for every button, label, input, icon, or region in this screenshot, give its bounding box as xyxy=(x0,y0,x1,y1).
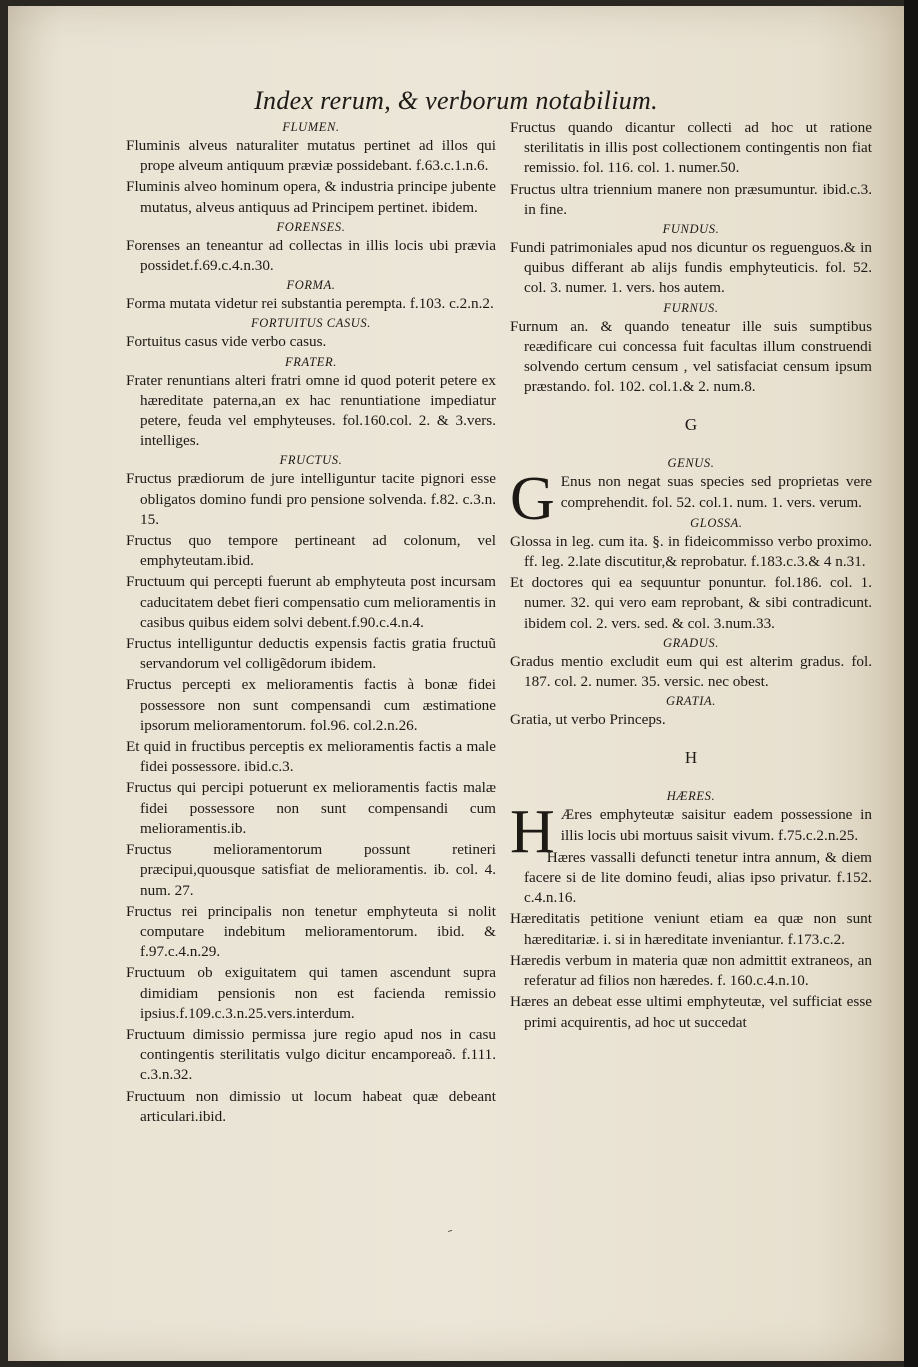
index-entry: Fructuum dimissio permissa jure regio apud nos in casu contingentis sterilitatis vulgo dicitur encamporeaõ. f.111. c.3.n.32. xyxy=(126,1025,496,1084)
book-page xyxy=(8,6,904,1361)
index-heading: HÆRES. xyxy=(666,789,716,804)
index-entry: Fructus intelliguntur deductis expensis factis gratia fructuũ servandorum vel colligẽdorum ibidem. xyxy=(126,635,496,673)
index-heading: FORENSES. xyxy=(276,219,346,234)
index-entry: Et quid in fructibus perceptis ex melioramentis factis a male fidei possessore. ibid.c.3. xyxy=(126,738,496,776)
book-edge xyxy=(904,0,918,1367)
index-entry: Fructus melioramentorum possunt retineri præcipui,quousque satisfiat de melioramentis. ib. col. 4. num. 27. xyxy=(126,841,496,899)
index-entry: Fructus qui percipi potuerunt ex melioramentis factis malæ fidei possessore non sunt compensandi cum melioramentis.ib. xyxy=(126,779,496,837)
right-column xyxy=(510,118,872,1033)
index-entry: Hæreditatis petitione veniunt etiam ea quæ non sunt hæreditariæ. i. si in hæreditate inveniantur. f.173.c.2. xyxy=(510,910,872,948)
index-entry: Hæres vassalli defuncti tenetur intra annum, & diem facere si de lite domino feudi, alias ipso privatur. f.152. c.4.n.16. xyxy=(524,848,872,907)
index-heading: GRADUS. xyxy=(663,635,719,650)
index-entry: Hæredis verbum in materia quæ non admittit extraneos, an referatur ad filios non hæredes. f. 160.c.4.n.10. xyxy=(510,951,872,990)
section-letter: H xyxy=(684,748,698,768)
index-entry: Fructuum qui percepti fuerunt ab emphyteuta post incursam caducitatem debet fieri compensatio cum melioramentis in casibus quibus eidem solvi debent.f.90.c.4.n.4. xyxy=(126,573,496,631)
section-letter: G xyxy=(684,415,698,435)
drop-capital: G xyxy=(510,465,555,534)
index-heading: FORTUITUS CASUS. xyxy=(250,316,372,331)
left-column xyxy=(126,118,496,1128)
index-entry: Fructuum ob exiguitatem qui tamen ascendunt supra dimidiam pensionis non est facienda remissio ipsius.f.109.c.3.n.25.vers.interdum. xyxy=(126,964,496,1022)
index-heading: GENUS. xyxy=(667,456,715,471)
index-entry: Fructus rei principalis non tenetur emphyteuta si nolit computare indebitum melioramentorum. ibid. & f.97.c.4.n.29. xyxy=(126,902,496,961)
index-entry: Gradus mentio excludit eum qui est alterim gradus. fol. 187. col. 2. numer. 35. versic. nec obest. xyxy=(510,652,872,691)
index-entry: Gratia, ut verbo Princeps. xyxy=(510,711,666,729)
index-entry-text: Æres emphyteutæ saisitur eadem possessione in illis locis ubi mortuus saisit vivum. f.75.c.2.n.25. xyxy=(560,806,872,844)
index-entry: Fructus percepti ex melioramentis factis à bonæ fidei possessore non sunt compensandi cum æstimatione ipsorum melioramentorum. fol.96. col.2.n.26. xyxy=(126,676,496,734)
index-entry: Furnum an. & quando teneatur ille suis sumptibus reædificare cui concessa fuit facultas illum construendi solvendo certum censum , vel satisfaciat censum ipsum præstando. fol. 102. col.1.& 2. num.8. xyxy=(510,317,872,396)
drop-capital: H xyxy=(510,798,555,867)
index-entry: Frater renuntians alteri fratri omne id quod poterit petere ex hæreditate paterna,an ex hac renuntiatione impediatur petere, feuda vel emphyteuses. fol.160.col. 2. & 3.vers. intelliges. xyxy=(126,371,496,450)
index-entry: Fortuitus casus vide verbo casus. xyxy=(126,333,327,351)
index-entry: Fructus prædiorum de jure intelliguntur tacite pignori esse obligatos domino fundi pro pensione solvenda. f.82. c.3.n. 15. xyxy=(126,470,496,528)
index-entry: Fundi patrimoniales apud nos dicuntur os reguenguos.& in quibus differant ab alijs fundis emphyteuticis. fol. 52. col. 3. numer. 1. vers. hos autem. xyxy=(510,239,872,297)
index-entry: Fructus ultra triennium manere non præsumuntur. ibid.c.3. in fine. xyxy=(510,180,872,218)
index-entry-text: Enus non negat suas species sed proprietas vere comprehendit. fol. 52. col.1. num. 1. vers. verum. xyxy=(560,473,872,511)
index-heading: FUNDUS. xyxy=(662,222,720,237)
index-heading: GLOSSA. xyxy=(690,515,743,530)
index-heading: FLUMEN. xyxy=(282,120,340,134)
index-heading: FURNUS. xyxy=(663,300,719,315)
index-entry: Forma mutata videtur rei substantia perempta. f.103. c.2.n.2. xyxy=(126,295,494,313)
index-heading: FORMA. xyxy=(286,278,336,293)
index-heading: FRATER. xyxy=(285,354,337,369)
index-entry: Et doctores qui ea sequuntur ponuntur. fol.186. col. 1. numer. 32. qui vero eam reprobant, & sibi contradicunt. ibidem col. 2. vers. sed. & col. 3.num.33. xyxy=(510,574,872,632)
index-entry: Hæres an debeat esse ultimi emphyteutæ, vel sufficiat esse primi acquirentis, ad hoc ut succedat xyxy=(510,993,872,1031)
index-entry: Fructuum non dimissio ut locum habeat quæ debeant articulari.ibid. xyxy=(126,1087,496,1125)
index-entry: Fructus quo tempore pertineant ad colonum, vel emphyteutam.ibid. xyxy=(126,532,496,570)
index-heading: FRUCTUS. xyxy=(279,453,343,468)
index-heading: GRATIA. xyxy=(666,694,716,709)
printer-mark: ﹶ xyxy=(448,1229,453,1244)
index-entry: Fluminis alveo hominum opera, & industria principe jubente mutatus, alveus antiquus ad Principem pertinet. ibidem. xyxy=(126,178,496,216)
index-entry: Fructus quando dicantur collecti ad hoc ut ratione sterilitatis in illis post collectionem contingentis non fiat remissio. fol. 116. col. 1. numer.50. xyxy=(510,119,872,177)
index-entry-dropcap xyxy=(510,798,872,867)
page-header: Index rerum, & verborum notabilium. xyxy=(254,86,658,115)
index-entry: Glossa in leg. cum ita. §. in fideicommisso verbo proximo. ff. leg. 2.late discutitur,& reprobatur. f.183.c.3.& 4 n.31. xyxy=(510,532,872,571)
index-entry: Forenses an teneantur ad collectas in illis locis ubi prævia possidet.f.69.c.4.n.30. xyxy=(126,236,496,275)
index-entry: Fluminis alveus naturaliter mutatus pertinet ad illos qui prope alveum antiquum præviæ possidebant. f.63.c.1.n.6. xyxy=(126,137,496,175)
